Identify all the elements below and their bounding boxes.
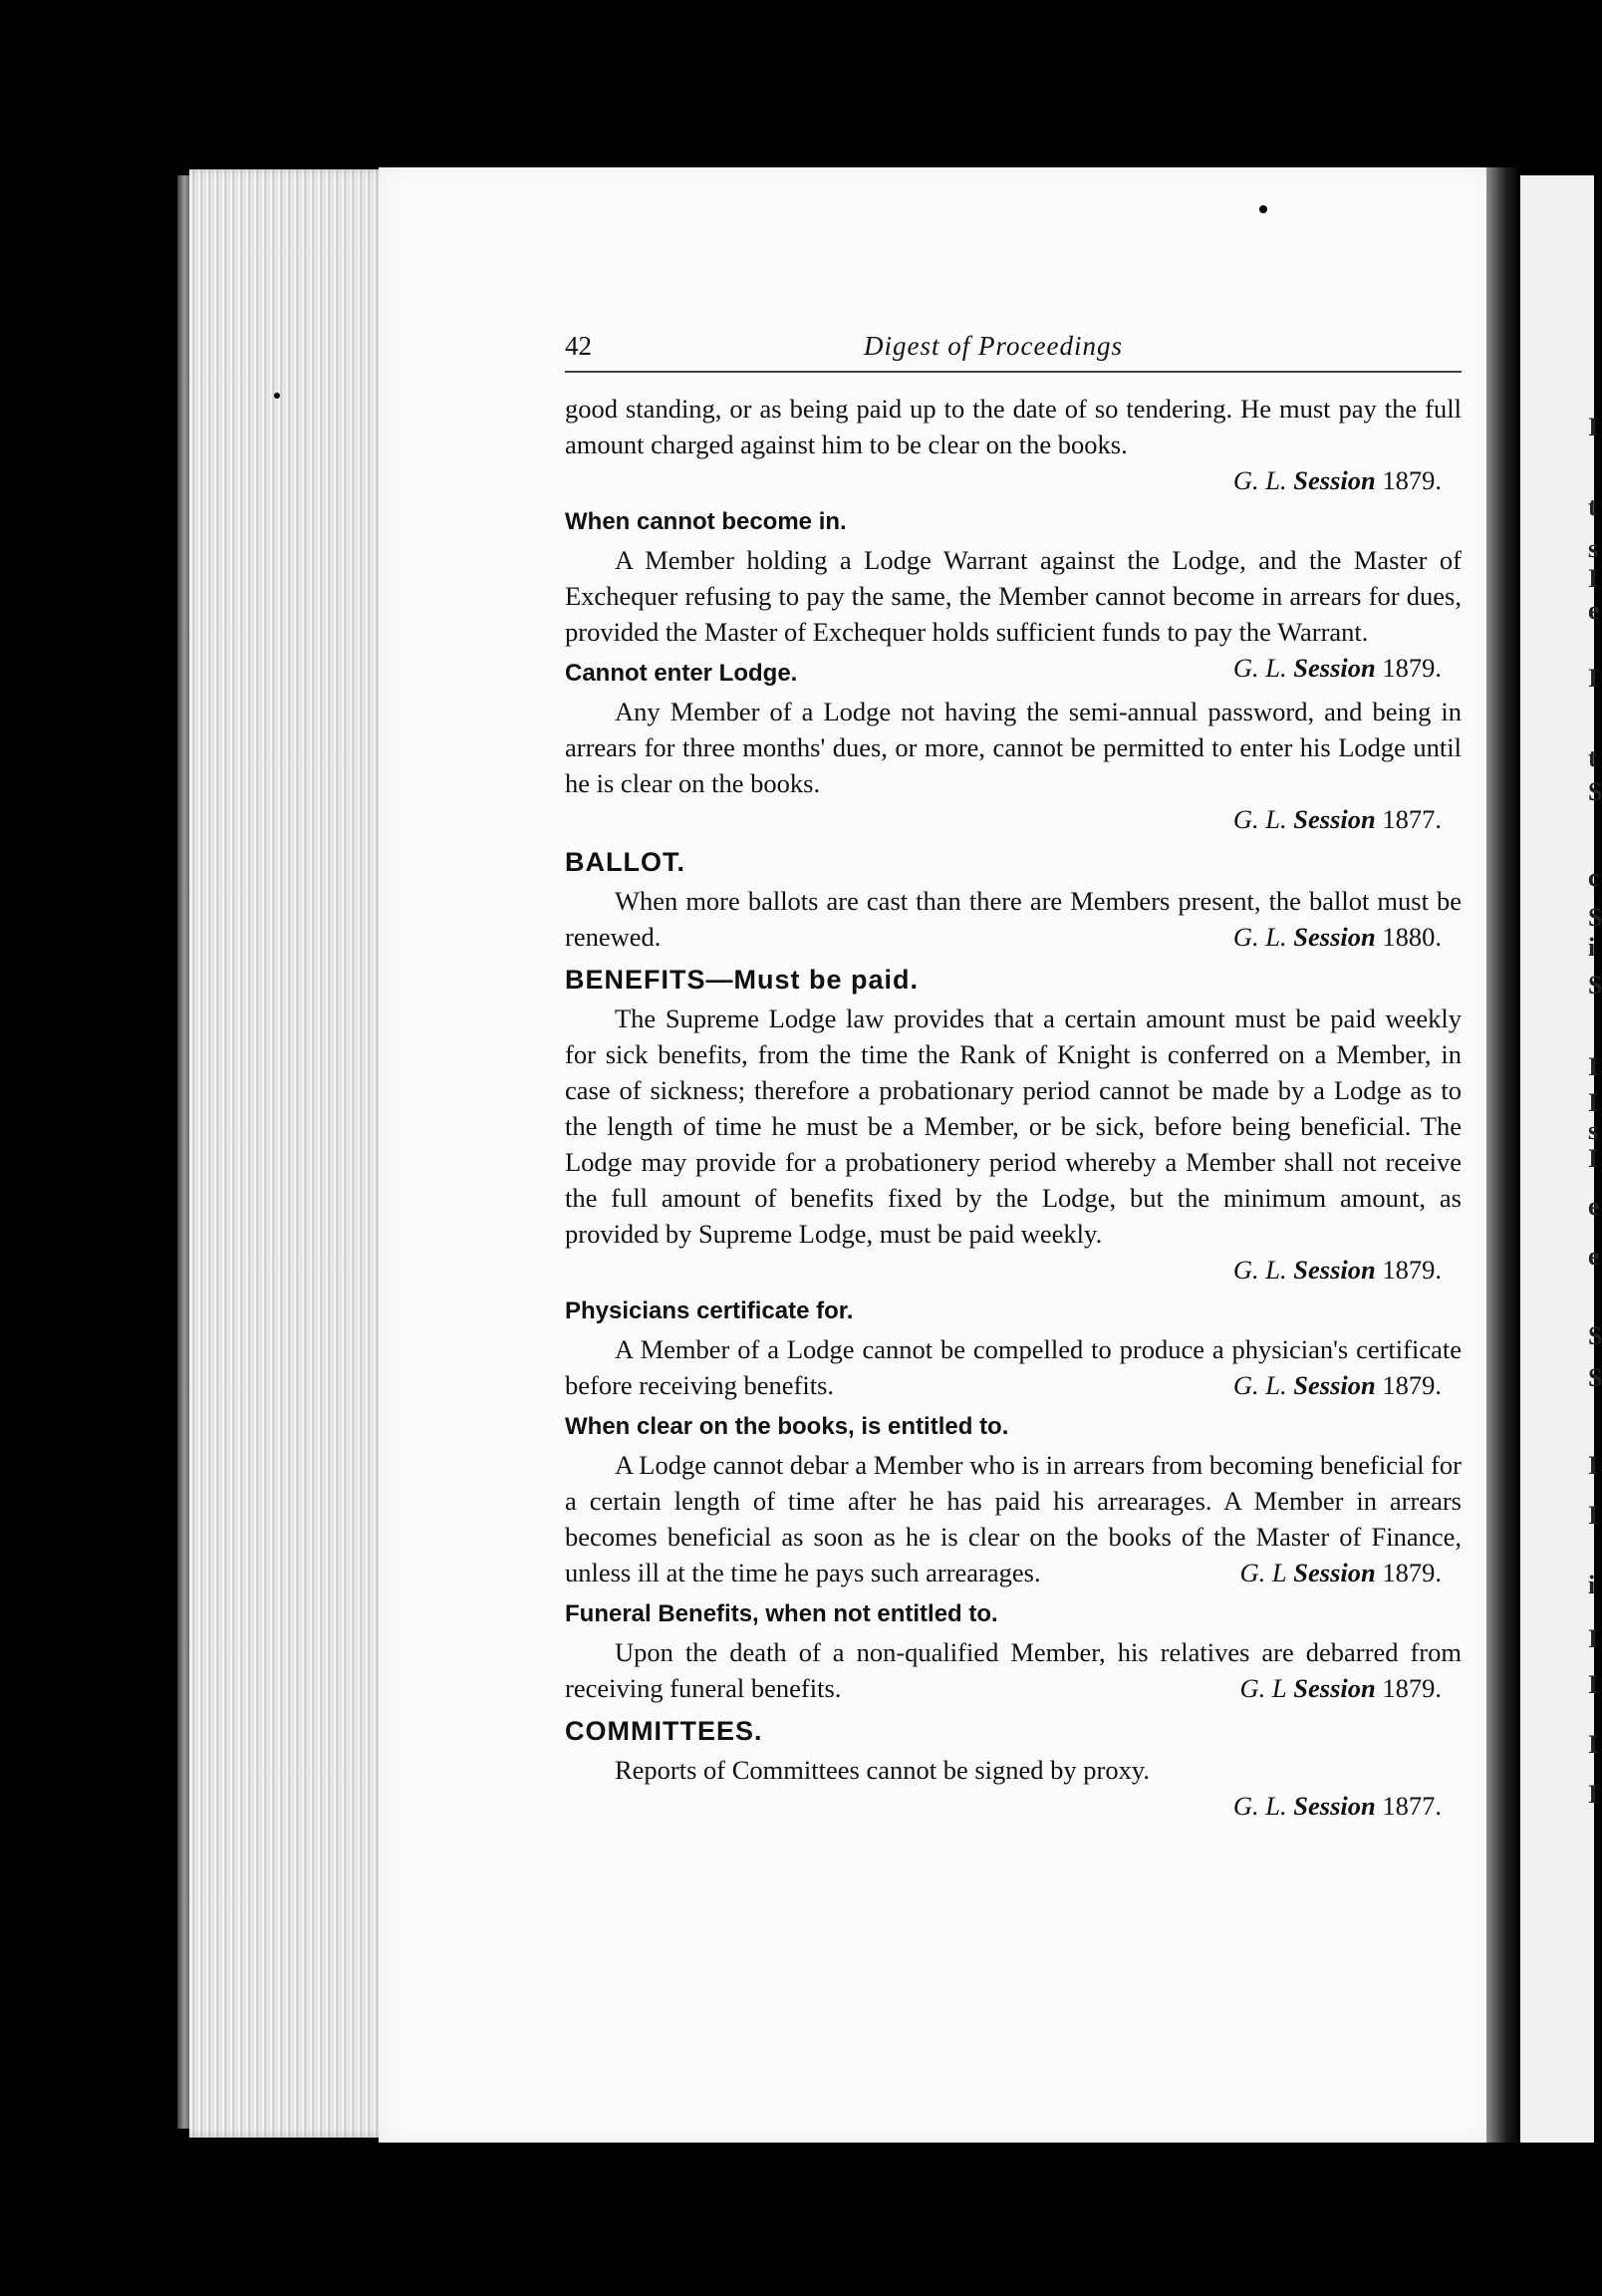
paragraph-text: A Lodge cannot debar a Member who is in arrears from becoming beneficial for a certain length of time after he has paid his arrearages. A Member in arrears becomes beneficial as soon as he is clear on the books of the Master of Finance, unless ill at the time he pays such arrearages. <box>565 1450 1462 1587</box>
facing-letter: c <box>1588 863 1600 892</box>
facing-letter: I <box>1588 1451 1599 1480</box>
citation-gl: G. L. <box>1232 804 1287 834</box>
citation-session: Session <box>1293 653 1376 683</box>
paragraph <box>565 1331 1462 1403</box>
facing-letter: t <box>1588 743 1597 772</box>
facing-letter: I <box>1588 1670 1599 1699</box>
citation <box>1184 650 1442 686</box>
citation-gl: G. L <box>1239 1673 1287 1703</box>
citation-session: Session <box>1293 1370 1376 1400</box>
facing-letter: I <box>1588 1780 1599 1809</box>
citation-session: Session <box>1293 1558 1376 1587</box>
facing-letter: s <box>1588 534 1599 563</box>
running-title: Digest of Proceedings <box>864 331 1123 361</box>
citation-session: Session <box>1293 465 1376 495</box>
paragraph: The Supreme Lodge law provides that a certain amount must be paid weekly for sick benefits, from the time the Rank of Knight is conferred on a Member, in case of sickness; therefore a probationary period cannot be made by a Lodge as to the length of time he must be a Member, or be sick, before being beneficial. The Lodge may provide for a probationery period whereby a Member shall not receive the full amount of benefits fixed by the Lodge, but the minimum amount, as provided by Supreme Lodge, must be paid weekly. <box>565 1004 1462 1249</box>
facing-letter: t <box>1588 492 1597 521</box>
citation-year: 1877. <box>1382 804 1442 834</box>
facing-letter: I <box>1588 1730 1599 1759</box>
facing-letter: I <box>1588 1088 1599 1117</box>
paragraph-text: A Member of a Lodge cannot be compelled to produce a physician's certificate before receiving benefits. <box>565 1334 1462 1400</box>
facing-letter: S <box>1588 903 1602 932</box>
facing-letter: I <box>1588 1052 1599 1081</box>
citation-gl: G. L. <box>1232 1255 1287 1285</box>
paragraph-text: A Member holding a Lodge Warrant against the Lodge, and the Master of Exchequer refusing to pay the same, the Member cannot become in arrears for dues, provided the Master of Exchequer holds sufficient funds to pay the Warrant. <box>565 545 1462 647</box>
facing-letter: S <box>1588 971 1602 1000</box>
paragraph-text: Upon the death of a non-qualified Member, his relatives are debarred from receiving funeral benefits. <box>565 1637 1462 1703</box>
facing-page-edge <box>1520 175 1602 2143</box>
citation-session: Session <box>1293 922 1376 952</box>
citation-year: 1879. <box>1382 1558 1442 1587</box>
citation <box>565 801 1462 837</box>
facing-letter: S <box>1588 1321 1602 1350</box>
paragraph <box>565 883 1462 955</box>
section-subheading: When cannot become in. <box>565 508 847 535</box>
facing-letter: i <box>1588 933 1596 962</box>
citation-year: 1877. <box>1382 1791 1442 1821</box>
citation-year: 1880. <box>1382 922 1442 952</box>
facing-letter: e <box>1588 596 1600 625</box>
paragraph <box>565 1447 1462 1590</box>
section-subheading: Funeral Benefits, when not entitled to. <box>565 1600 998 1627</box>
page-number: 42 <box>565 331 592 361</box>
citation <box>565 1252 1462 1288</box>
section-subheading: Cannot enter Lodge. <box>565 660 798 687</box>
facing-letter: e <box>1588 1242 1600 1271</box>
page-content <box>565 329 1462 1824</box>
citation-session: Session <box>1293 1791 1376 1821</box>
citation-gl: G. L <box>1239 1558 1287 1587</box>
citation-year: 1879. <box>1382 1673 1442 1703</box>
paragraph <box>565 1634 1462 1706</box>
section-heading: COMMITTEES. <box>565 1716 763 1746</box>
citation-session: Session <box>1293 1673 1376 1703</box>
facing-letter: i <box>1588 1571 1596 1599</box>
citation-gl: G. L. <box>1232 1791 1287 1821</box>
facing-letter: I <box>1588 664 1599 693</box>
page-stack <box>189 169 389 2138</box>
citation <box>1184 1367 1442 1403</box>
citation-year: 1879. <box>1382 1255 1442 1285</box>
facing-letter: I <box>1588 413 1599 441</box>
citation-gl: G. L. <box>1232 1370 1287 1400</box>
section-heading: BALLOT. <box>565 847 685 877</box>
facing-letter: s <box>1588 1116 1599 1145</box>
citation <box>1191 1555 1443 1590</box>
speck-mark <box>1259 205 1267 213</box>
citation-year: 1879. <box>1382 653 1442 683</box>
facing-letter: S <box>1588 777 1602 806</box>
citation-year: 1879. <box>1382 1370 1442 1400</box>
facing-letter: I <box>1588 1144 1599 1173</box>
citation-gl: G. L. <box>1232 465 1287 495</box>
citation-gl: G. L. <box>1232 922 1287 952</box>
citation-session: Session <box>1293 1255 1376 1285</box>
section-heading: BENEFITS—Must be paid. <box>565 965 920 995</box>
facing-letter: I <box>1588 564 1599 593</box>
book-gutter <box>1486 167 1520 2143</box>
citation <box>565 462 1462 498</box>
citation <box>1191 1670 1443 1706</box>
paragraph: Any Member of a Lodge not having the semi-annual password, and being in arrears for three months' dues, or more, cannot be permitted to enter his Lodge until he is clear on the books. <box>565 697 1462 798</box>
running-head <box>565 329 1462 373</box>
facing-letter: I <box>1588 1501 1599 1530</box>
citation <box>565 1788 1462 1824</box>
paragraph: good standing, or as being paid up to the date of so tendering. He must pay the full amount charged against him to be clear on the books. <box>565 394 1462 459</box>
citation-year: 1879. <box>1382 465 1442 495</box>
section-subheading: When clear on the books, is entitled to. <box>565 1413 1009 1440</box>
facing-letter: S <box>1588 1363 1602 1392</box>
citation <box>1184 919 1442 955</box>
section-subheading: Physicians certificate for. <box>565 1297 854 1324</box>
paragraph-text: When more ballots are cast than there are Members present, the ballot must be renewed. <box>565 886 1462 952</box>
citation-session: Session <box>1293 804 1376 834</box>
facing-letter: I <box>1588 1624 1599 1653</box>
facing-letter: e <box>1588 1192 1600 1221</box>
speck-mark <box>274 393 280 399</box>
paragraph: Reports of Committees cannot be signed by proxy. <box>615 1755 1151 1785</box>
citation-gl: G. L. <box>1232 653 1287 683</box>
